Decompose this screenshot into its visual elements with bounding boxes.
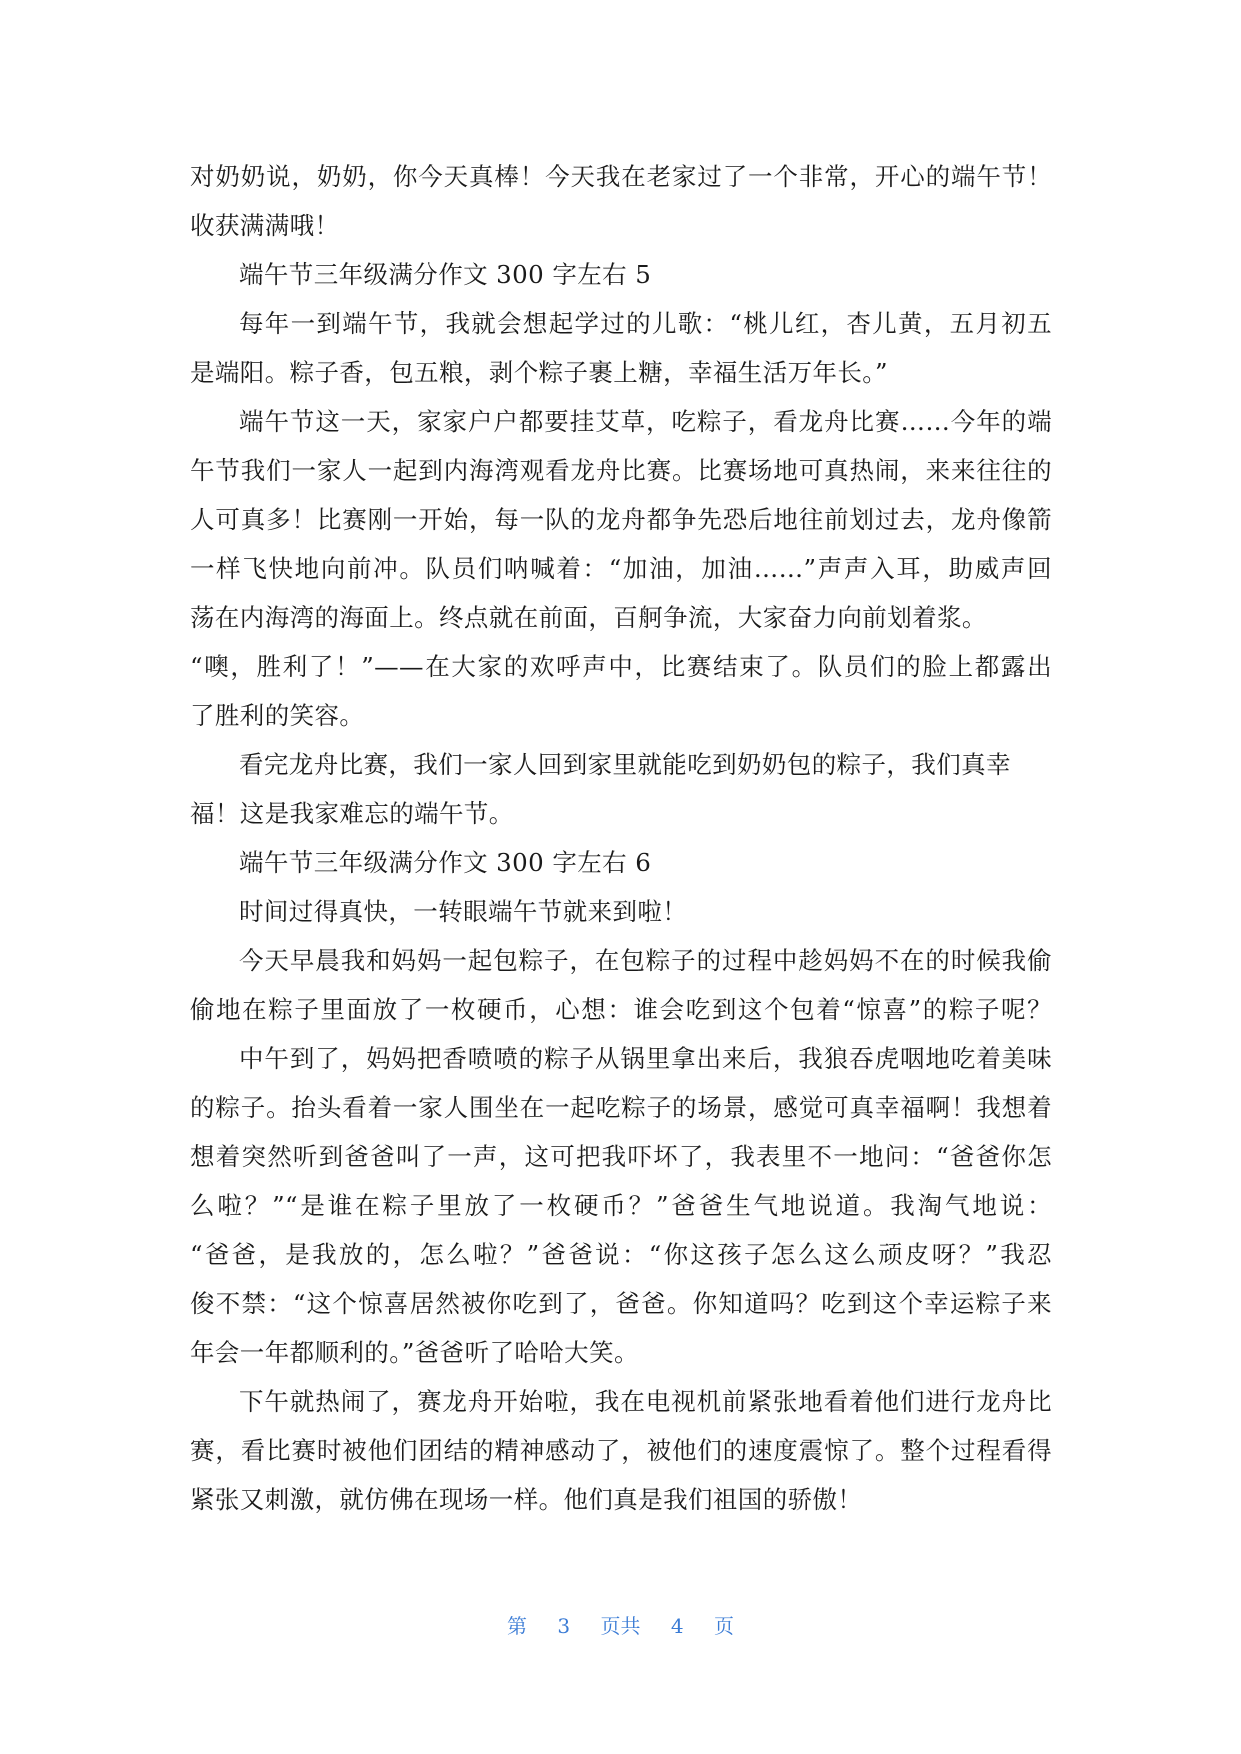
text-line: 人可真多！比赛刚一开始，每一队的龙舟都争先恐后地往前划过去，龙舟像箭 — [190, 505, 1052, 534]
text-line: 看完龙舟比赛，我们一家人回到家里就能吃到奶奶包的粽子，我们真幸 — [239, 750, 1011, 779]
footer-current-page: 3 — [557, 1614, 571, 1638]
text-line: 端午节三年级满分作文 300 字左右 6 — [239, 848, 652, 877]
text-line: 对奶奶说，奶奶，你今天真棒！今天我在老家过了一个非常，开心的端午节！ — [190, 162, 1052, 191]
text-line: 端午节三年级满分作文 300 字左右 5 — [239, 260, 652, 289]
text-line: “噢，胜利了！”——在大家的欢呼声中，比赛结束了。队员们的脸上都露出 — [190, 652, 1052, 681]
footer-prefix: 第 — [507, 1614, 528, 1638]
text-line: 中午到了，妈妈把香喷喷的粽子从锅里拿出来后，我狼吞虎咽地吃着美味 — [239, 1044, 1052, 1073]
document-body — [190, 152, 1052, 1524]
text-line: 俊不禁：“这个惊喜居然被你吃到了，爸爸。你知道吗？吃到这个幸运粽子来 — [190, 1289, 1052, 1318]
text-line: 了胜利的笑容。 — [190, 701, 365, 730]
footer-total-pages: 4 — [670, 1614, 684, 1638]
text-line: 端午节这一天，家家户户都要挂艾草，吃粽子，看龙舟比赛……今年的端 — [239, 407, 1052, 436]
text-line: 下午就热闹了，赛龙舟开始啦，我在电视机前紧张地看着他们进行龙舟比 — [239, 1387, 1052, 1416]
text-line: 午节我们一家人一起到内海湾观看龙舟比赛。比赛场地可真热闹，来来往往的 — [190, 456, 1052, 485]
text-line: 紧张又刺激，就仿佛在现场一样。他们真是我们祖国的骄傲！ — [190, 1485, 863, 1514]
text-line: 一样飞快地向前冲。队员们呐喊着：“加油，加油……”声声入耳，助威声回 — [190, 554, 1052, 583]
text-line: 福！这是我家难忘的端午节。 — [190, 799, 514, 828]
text-line: 收获满满哦！ — [190, 211, 340, 240]
text-line: 时间过得真快，一转眼端午节就来到啦！ — [239, 897, 688, 926]
text-line: 赛，看比赛时被他们团结的精神感动了，被他们的速度震惊了。整个过程看得 — [190, 1436, 1052, 1465]
text-line: 偷地在粽子里面放了一枚硬币，心想：谁会吃到这个包着“惊喜”的粽子呢？ — [190, 995, 1052, 1024]
text-line: 想着突然听到爸爸叫了一声，这可把我吓坏了，我表里不一地问：“爸爸你怎 — [190, 1142, 1052, 1171]
text-line: 年会一年都顺利的。”爸爸听了哈哈大笑。 — [190, 1338, 639, 1367]
text-line: 荡在内海湾的海面上。终点就在前面，百舸争流，大家奋力向前划着浆。 — [190, 603, 987, 632]
text-line: 每年一到端午节，我就会想起学过的儿歌：“桃儿红，杏儿黄，五月初五 — [239, 309, 1052, 338]
text-line: 么啦？”“是谁在粽子里放了一枚硬币？”爸爸生气地说道。我淘气地说： — [190, 1191, 1052, 1220]
text-line: 的粽子。抬头看着一家人围坐在一起吃粽子的场景，感觉可真幸福啊！我想着 — [190, 1093, 1052, 1122]
text-line: 今天早晨我和妈妈一起包粽子，在包粽子的过程中趁妈妈不在的时候我偷 — [239, 946, 1052, 975]
footer-middle: 页共 — [600, 1614, 641, 1638]
footer-suffix: 页 — [713, 1614, 734, 1638]
text-line: “爸爸，是我放的，怎么啦？”爸爸说：“你这孩子怎么这么顽皮呀？”我忍 — [190, 1240, 1052, 1269]
text-line: 是端阳。粽子香，包五粮，剥个粽子裹上糖，幸福生活万年长。” — [190, 358, 888, 387]
page-footer — [0, 1610, 1241, 1639]
